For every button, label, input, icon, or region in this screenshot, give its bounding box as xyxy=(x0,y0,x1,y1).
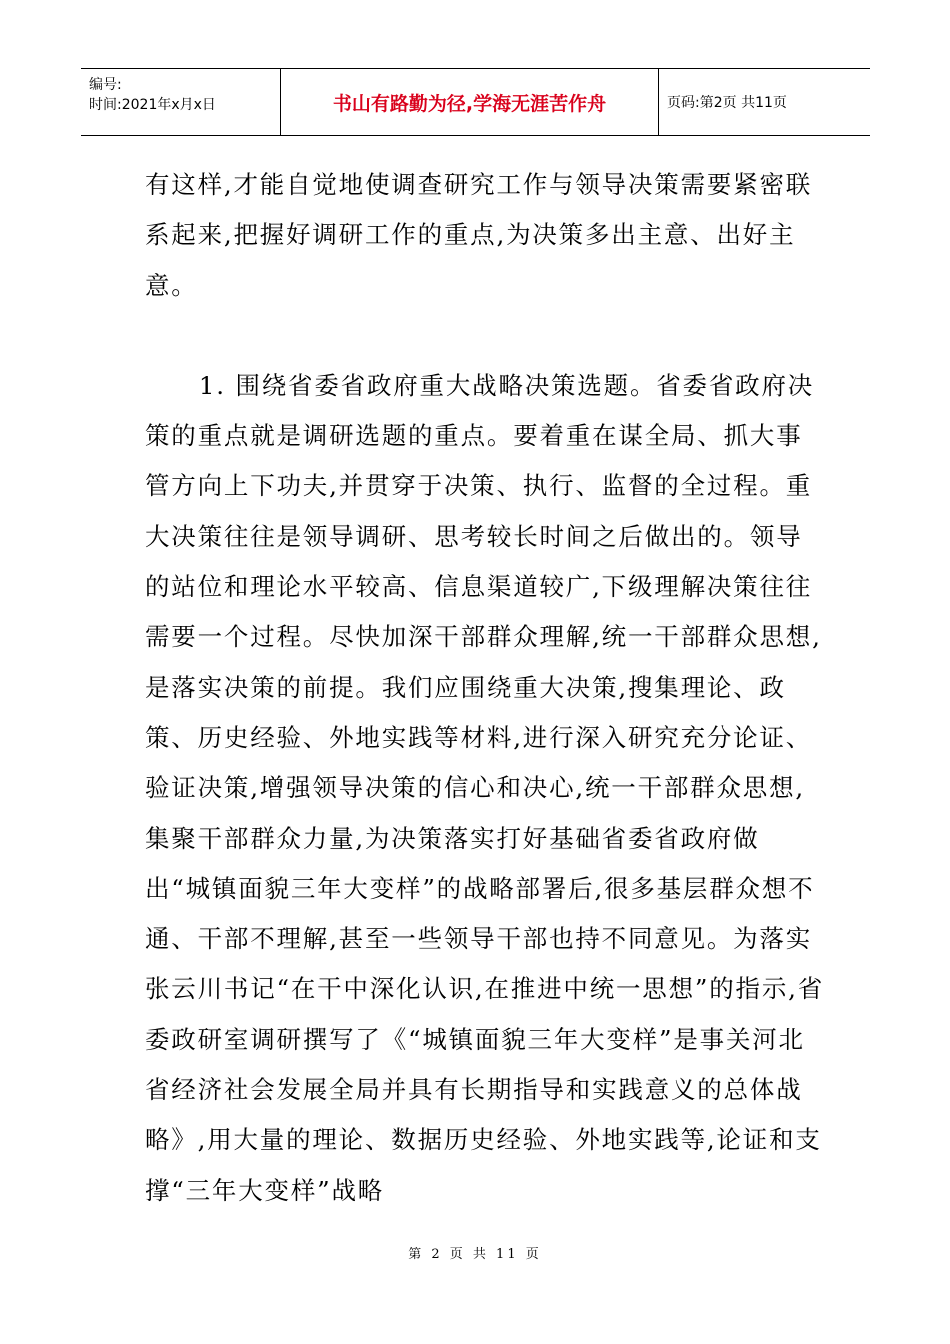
header-motto xyxy=(281,69,659,135)
footer-page-number: 第 2 页 共 11 页 xyxy=(408,1247,542,1262)
page-header xyxy=(81,68,870,136)
date-label: 时间:2021年x月x日 xyxy=(89,97,216,113)
header-meta xyxy=(81,69,281,135)
paragraph-spacer xyxy=(145,311,825,361)
page-footer xyxy=(0,1243,950,1262)
page-info-text: 页码:第2页 共11页 xyxy=(667,95,787,111)
document-body xyxy=(145,160,825,1216)
serial-number-label: 编号: xyxy=(89,77,122,93)
motto-text: 书山有路勤为径,学海无涯苦作舟 xyxy=(332,92,607,115)
header-page-info xyxy=(659,69,870,135)
paragraph-section-1: 1. 围绕省委省政府重大战略决策选题。省委省政府决策的重点就是调研选题的重点。要着重在谋全局、抓大事管方向上下功夫,并贯穿于决策、执行、监督的全过程。重大决策往往是领导调研、思考较长时间之后做出的。领导的站位和理论水平较高、信息渠道较广,下级理解决策往往需要一个过程。尽快加深干部群众理解,统一干部群众思想,是落实决策的前提。我们应围绕重大决策,搜集理论、政策、历史经验、外地实践等材料,进行深入研究充分论证、验证决策,增强领导决策的信心和决心,统一干部群众思想,集聚干部群众力量,为决策落实打好基础省委省政府做出“城镇面貌三年大变样”的战略部署后,很多基层群众想不通、干部不理解,甚至一些领导干部也持不同意见。为落实张云川书记“在干中深化认识,在推进中统一思想”的指示,省委政研室调研撰写了《“城镇面貌三年大变样”是事关河北省经济社会发展全局并具有长期指导和实践意义的总体战略》,用大量的理论、数据历史经验、外地实践等,论证和支撑“三年大变样”战略 xyxy=(145,370,825,1205)
paragraph-continuation: 有这样,才能自觉地使调查研究工作与领导决策需要紧密联系起来,把握好调研工作的重点,为决策多出主意、出好主意。 xyxy=(145,170,813,300)
